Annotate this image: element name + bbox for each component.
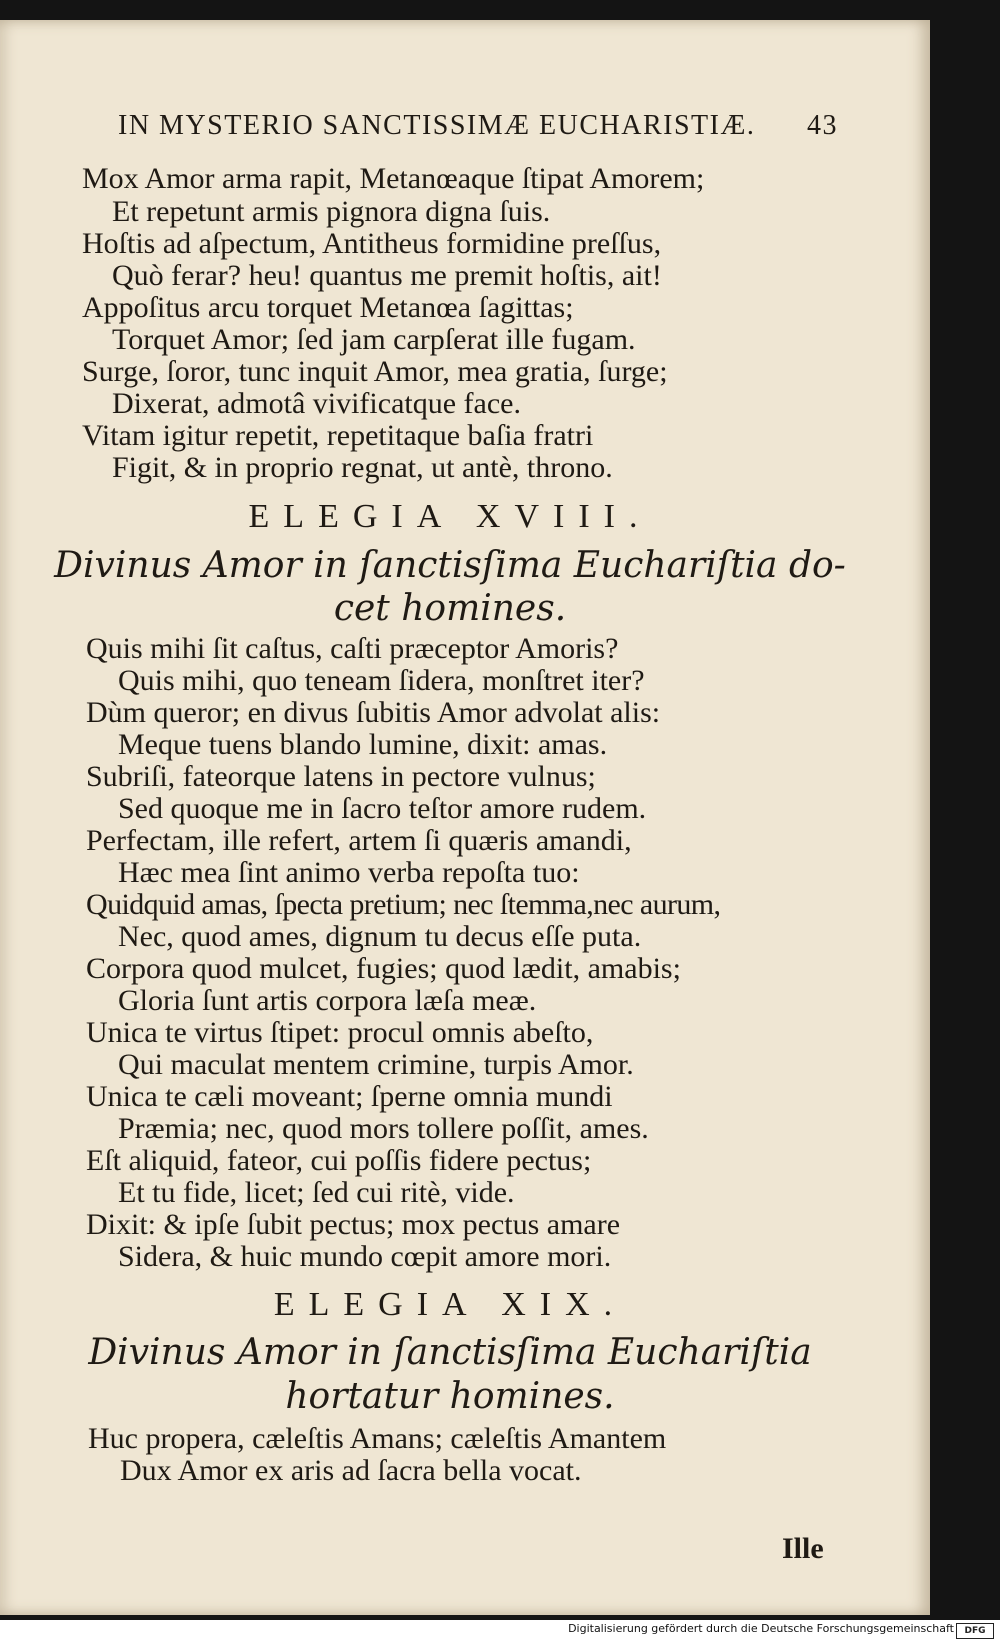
- verse-line: Eſt aliquid, fateor, cui poſſis fidere pectus;: [86, 1144, 592, 1177]
- verse-line: Perfectam, ille refert, artem ſi quæris amandi,: [86, 824, 632, 857]
- verse-line: Quò ferar? heu! quantus me premit hoſtis, ait!: [112, 259, 662, 292]
- verse-line: Et repetunt armis pignora digna ſuis.: [112, 195, 551, 228]
- verse-line: Et tu fide, licet; ſed cui ritè, vide.: [118, 1176, 515, 1209]
- verse-line: Appoſitus arcu torquet Metanœa ſagittas;: [82, 291, 574, 324]
- verse-line: Hoſtis ad aſpectum, Antitheus formidine preſſus,: [82, 227, 662, 260]
- footer-bar: [0, 1620, 1000, 1640]
- verse-line: Qui maculat mentem crimine, turpis Amor.: [118, 1048, 634, 1081]
- elegy-19-subtitle-2: hortatur homines.: [285, 1376, 615, 1417]
- verse-line: Sed quoque me in ſacro teſtor amore rudem.: [118, 792, 647, 825]
- verse-line: Dixerat, admotâ vivificatque face.: [112, 387, 521, 420]
- verse-line: Huc propera, cæleſtis Amans; cæleſtis Amantem: [88, 1422, 667, 1455]
- verse-line: Præmia; nec, quod mors tollere poſſit, ames.: [118, 1112, 649, 1145]
- verse-line: Nec, quod ames, dignum tu decus eſſe puta.: [118, 920, 642, 953]
- running-head-title: IN MYSTERIO SANCTISSIMÆ EUCHARISTIÆ.: [118, 110, 756, 141]
- verse-line: Corpora quod mulcet, fugies; quod lædit, amabis;: [86, 952, 681, 985]
- elegy-19-title: ELEGIA XIX.: [273, 1286, 627, 1323]
- verse-line: Dùm queror; en divus ſubitis Amor advolat alis:: [86, 696, 661, 729]
- verse-line: Gloria ſunt artis corpora læſa meæ.: [118, 984, 537, 1017]
- verse-line: Quis mihi ſit caſtus, caſti præceptor Amoris?: [86, 632, 619, 665]
- dfg-logo-icon: DFG: [956, 1623, 994, 1639]
- verse-line: Sidera, & huic mundo cœpit amore mori.: [118, 1240, 612, 1273]
- verse-line: Hæc mea ſint animo verba repoſta tuo:: [118, 856, 580, 889]
- catchword: Ille: [782, 1532, 824, 1565]
- funding-credit: Digitalisierung gefördert durch die Deutsche Forschungsgemeinschaft: [568, 1622, 954, 1635]
- verse-line: Quidquid amas, ſpecta pretium; nec ſtemma,nec aurum,: [86, 888, 721, 921]
- verse-line: Vitam igitur repetit, repetitaque baſia fratri: [82, 419, 594, 452]
- verse-line: Surge, ſoror, tunc inquit Amor, mea gratia, ſurge;: [82, 355, 668, 388]
- running-head: [118, 110, 838, 142]
- elegy-18-subtitle-2: cet homines.: [333, 588, 567, 629]
- verse-line: Unica te virtus ſtipet: procul omnis abeſto,: [86, 1016, 594, 1049]
- verse-line: Mox Amor arma rapit, Metanœaque ſtipat Amorem;: [82, 162, 705, 195]
- page-number: 43: [807, 110, 838, 141]
- verse-line: Torquet Amor; ſed jam carpſerat ille fugam.: [112, 323, 636, 356]
- verse-line: Quis mihi, quo teneam ſidera, monſtret iter?: [118, 664, 645, 697]
- elegy-18-title: ELEGIA XVIII.: [248, 498, 652, 535]
- elegy-19-subtitle-1: Divinus Amor in ſanctisſima Euchariſtia: [88, 1332, 812, 1373]
- elegy-18-subtitle-1: Divinus Amor in ſanctisſima Euchariſtia do-: [54, 545, 846, 586]
- verse-line: Subriſi, fateorque latens in pectore vulnus;: [86, 760, 596, 793]
- verse-line: Unica te cæli moveant; ſperne omnia mundi: [86, 1080, 613, 1113]
- verse-line: Dux Amor ex aris ad ſacra bella vocat.: [120, 1454, 582, 1487]
- verse-line: Dixit: & ipſe ſubit pectus; mox pectus amare: [86, 1208, 621, 1241]
- book-page: [0, 20, 930, 1615]
- verse-line: Meque tuens blando lumine, dixit: amas.: [118, 728, 608, 761]
- verse-line: Figit, & in proprio regnat, ut antè, throno.: [112, 451, 613, 484]
- page-text: [0, 20, 930, 1615]
